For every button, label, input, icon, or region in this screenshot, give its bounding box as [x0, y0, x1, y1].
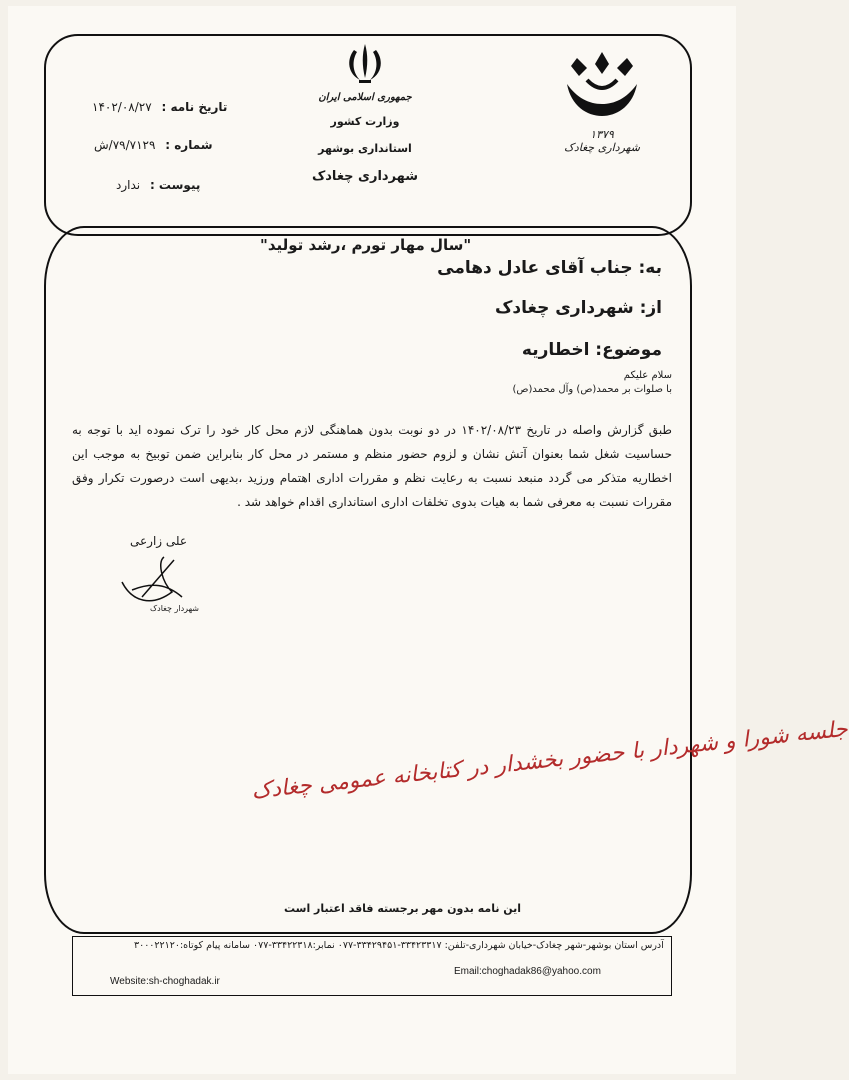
municipality-logo [552, 44, 652, 154]
iran-emblem-icon [340, 40, 390, 88]
municipality-label: شهرداری چغادک [311, 169, 419, 184]
number-value: ۷۹/۷۱۲۹/ش [94, 138, 156, 152]
greeting-line-2: با صلوات بر محمد(ص) وآل محمد(ص) [512, 384, 672, 395]
footer-email: Email:choghadak86@yahoo.com [454, 966, 601, 977]
logo-caption: شهرداری چغادک [564, 141, 640, 154]
signer-name: علی زارعی [130, 534, 188, 548]
date-row [92, 100, 227, 114]
attachment-label: پیوست : [149, 178, 201, 192]
handwritten-note: جلسه شورا و شهردار با حضور بخشدار در کتابخانه عمومی چغادک [250, 716, 849, 805]
validity-note: این نامه بدون مهر برجسته فاقد اعتبار است [284, 902, 522, 915]
emblem-caption: جمهوری اسلامی ایران [318, 92, 412, 103]
signer-title: شهردار چغادک [150, 604, 199, 613]
footer-website: Website:sh-choghadak.ir [110, 976, 220, 987]
ministry-label: وزارت کشور [330, 115, 400, 128]
subject-line: موضوع: اخطاریه [521, 340, 662, 360]
recipient-line: به: جناب آقای عادل دهامی [437, 258, 662, 278]
date-label: تاریخ نامه : [161, 100, 228, 114]
year-slogan: "سال مهار تورم ،رشد تولید" [260, 236, 472, 254]
attachment-row [116, 178, 200, 192]
signature-icon [112, 552, 192, 612]
greeting-line-1: سلام علیکم [623, 370, 672, 381]
government-block [300, 40, 430, 184]
date-value: ۱۴۰۲/۰۸/۲۷ [92, 100, 152, 114]
letter-paragraph: طبق گزارش واصله در تاریخ ۱۴۰۲/۰۸/۲۳ در دو نوبت بدون هماهنگی لازم محل کار خود را ترک نموده اید با توجه به حساسیت شغل شما بعنوان آتش نشان و لزوم حضور منظم و مستمر در محل کار بنابراین ضمن توبیخ به موجب این اخطاریه متذکر می گردد منبعد نسبت به رعایت نظم و مقررات اداری اهتمام ورزید ،بدیهی است درصورت تکرار وفق مقررات نسبت به معرفی شما به هیات بدوی تخلفات اداری استانداری اقدام خواهد شد . [72, 423, 672, 509]
municipality-logo-icon [557, 44, 647, 124]
attachment-value: ندارد [116, 178, 141, 192]
number-label: شماره : [165, 138, 213, 152]
number-row [94, 138, 213, 152]
logo-year: ۱۳۷۹ [590, 128, 614, 141]
sender-line: از: شهرداری چغادک [494, 298, 662, 318]
footer-address: آدرس استان بوشهر-شهر چغادک-خیابان شهرداری-تلفن: ۳۳۴۲۳۳۱۷-۳۳۴۲۹۴۵۱-۰۷۷ نمابر:۳۳۴۲۲۳۱۸-۰۷۷ سامانه پیام کوتاه:۳۰۰۰۲۲۱۲۰ [134, 940, 664, 951]
governorate-label: استانداری بوشهر [318, 142, 412, 155]
